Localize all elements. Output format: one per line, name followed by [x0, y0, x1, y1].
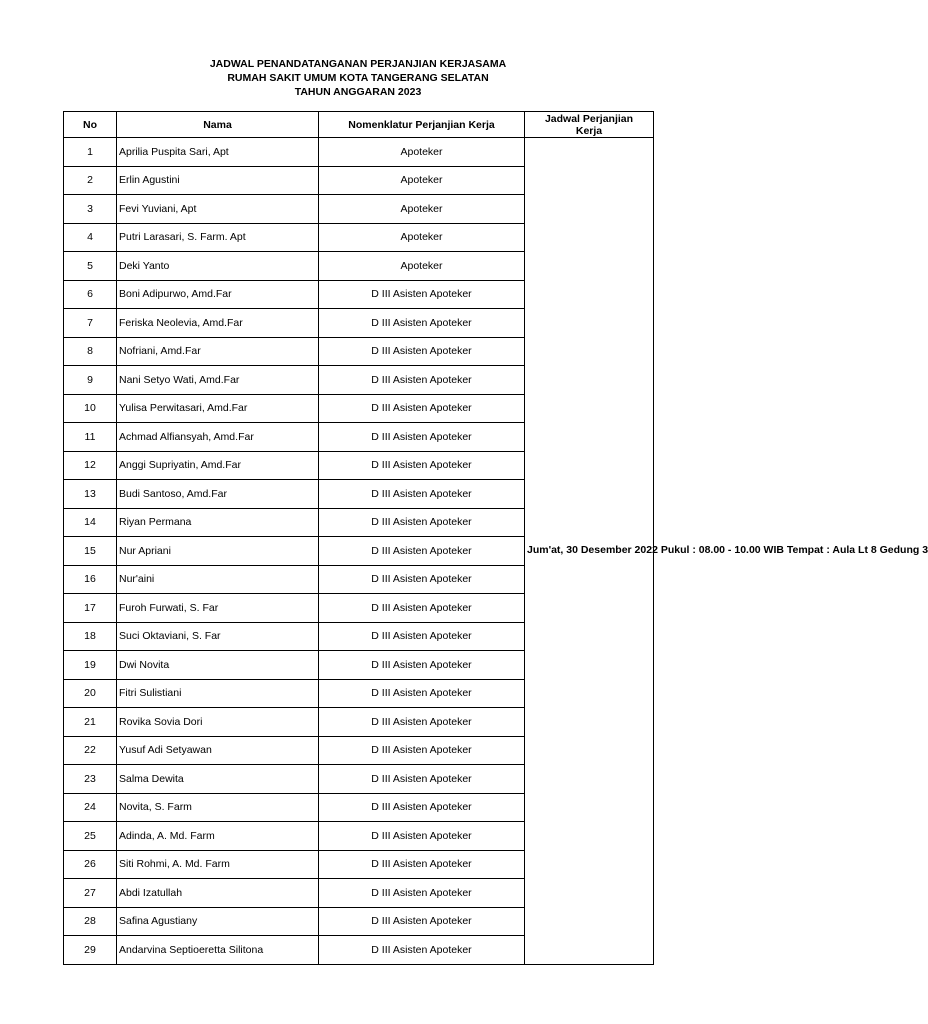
cell-nomenklatur: D III Asisten Apoteker — [319, 337, 525, 366]
cell-nomenklatur: D III Asisten Apoteker — [319, 651, 525, 680]
schedule-table — [63, 111, 928, 965]
cell-no: 29 — [64, 936, 117, 965]
cell-nama: Yusuf Adi Setyawan — [117, 736, 319, 765]
cell-nomenklatur: D III Asisten Apoteker — [319, 765, 525, 794]
cell-nomenklatur: D III Asisten Apoteker — [319, 537, 525, 566]
cell-nomenklatur: D III Asisten Apoteker — [319, 708, 525, 737]
cell-nomenklatur: D III Asisten Apoteker — [319, 936, 525, 965]
cell-nama: Furoh Furwati, S. Far — [117, 594, 319, 623]
cell-no: 1 — [64, 138, 117, 167]
cell-nama: Erlin Agustini — [117, 166, 319, 195]
cell-nama: Boni Adipurwo, Amd.Far — [117, 280, 319, 309]
header-nama: Nama — [117, 112, 319, 138]
cell-nomenklatur: D III Asisten Apoteker — [319, 879, 525, 908]
cell-no: 28 — [64, 907, 117, 936]
title-line-1: JADWAL PENANDATANGANAN PERJANJIAN KERJASAMA — [209, 58, 507, 70]
cell-nomenklatur: D III Asisten Apoteker — [319, 480, 525, 509]
cell-nama: Achmad Alfiansyah, Amd.Far — [117, 423, 319, 452]
cell-nomenklatur: D III Asisten Apoteker — [319, 508, 525, 537]
cell-jadwal-schedule — [525, 138, 928, 965]
cell-nomenklatur: D III Asisten Apoteker — [319, 451, 525, 480]
cell-nama: Abdi Izatullah — [117, 879, 319, 908]
header-nomenklatur: Nomenklatur Perjanjian Kerja — [319, 112, 525, 138]
cell-nomenklatur: D III Asisten Apoteker — [319, 736, 525, 765]
cell-nomenklatur: D III Asisten Apoteker — [319, 309, 525, 338]
cell-no: 6 — [64, 280, 117, 309]
cell-nama: Budi Santoso, Amd.Far — [117, 480, 319, 509]
cell-nomenklatur: D III Asisten Apoteker — [319, 679, 525, 708]
cell-nama: Putri Larasari, S. Farm. Apt — [117, 223, 319, 252]
cell-no: 11 — [64, 423, 117, 452]
cell-nama: Riyan Permana — [117, 508, 319, 537]
cell-no: 25 — [64, 822, 117, 851]
cell-nama: Nur Apriani — [117, 537, 319, 566]
cell-nomenklatur: D III Asisten Apoteker — [319, 793, 525, 822]
cell-nomenklatur: Apoteker — [319, 166, 525, 195]
cell-no: 10 — [64, 394, 117, 423]
cell-no: 17 — [64, 594, 117, 623]
cell-nama: Adinda, A. Md. Farm — [117, 822, 319, 851]
title-line-3: TAHUN ANGGARAN 2023 — [294, 86, 422, 98]
cell-nomenklatur: Apoteker — [319, 252, 525, 281]
cell-no: 13 — [64, 480, 117, 509]
cell-nomenklatur: D III Asisten Apoteker — [319, 423, 525, 452]
cell-no: 21 — [64, 708, 117, 737]
cell-nomenklatur: Apoteker — [319, 223, 525, 252]
cell-nomenklatur: Apoteker — [319, 195, 525, 224]
cell-no: 20 — [64, 679, 117, 708]
cell-nama: Fitri Sulistiani — [117, 679, 319, 708]
cell-nama: Nani Setyo Wati, Amd.Far — [117, 366, 319, 395]
cell-no: 24 — [64, 793, 117, 822]
cell-no: 2 — [64, 166, 117, 195]
title-line-2: RUMAH SAKIT UMUM KOTA TANGERANG SELATAN — [227, 72, 489, 84]
cell-nomenklatur: D III Asisten Apoteker — [319, 565, 525, 594]
document-header — [0, 57, 716, 99]
cell-no: 14 — [64, 508, 117, 537]
cell-no: 15 — [64, 537, 117, 566]
cell-nomenklatur: D III Asisten Apoteker — [319, 850, 525, 879]
cell-nama: Nur'aini — [117, 565, 319, 594]
cell-nama: Anggi Supriyatin, Amd.Far — [117, 451, 319, 480]
table-row — [64, 138, 654, 167]
cell-nama: Suci Oktaviani, S. Far — [117, 622, 319, 651]
cell-nomenklatur: D III Asisten Apoteker — [319, 907, 525, 936]
cell-nomenklatur: D III Asisten Apoteker — [319, 280, 525, 309]
cell-nama: Salma Dewita — [117, 765, 319, 794]
cell-nama: Safina Agustiany — [117, 907, 319, 936]
cell-no: 3 — [64, 195, 117, 224]
cell-nama: Aprilia Puspita Sari, Apt — [117, 138, 319, 167]
cell-no: 19 — [64, 651, 117, 680]
cell-no: 5 — [64, 252, 117, 281]
cell-nomenklatur: D III Asisten Apoteker — [319, 594, 525, 623]
table-header-row — [64, 112, 654, 138]
cell-nama: Yulisa Perwitasari, Amd.Far — [117, 394, 319, 423]
cell-no: 12 — [64, 451, 117, 480]
cell-nomenklatur: D III Asisten Apoteker — [319, 366, 525, 395]
cell-no: 7 — [64, 309, 117, 338]
cell-nomenklatur: D III Asisten Apoteker — [319, 394, 525, 423]
cell-no: 9 — [64, 366, 117, 395]
header-jadwal: Jadwal Perjanjian Kerja — [525, 112, 654, 138]
table-body — [64, 138, 928, 965]
cell-no: 27 — [64, 879, 117, 908]
cell-no: 23 — [64, 765, 117, 794]
schedule-text: Jum'at, 30 Desember 2022 Pukul : 08.00 - 10.00 WIB Tempat : Aula Lt 8 Gedung 3 — [527, 544, 928, 557]
cell-nama: Siti Rohmi, A. Md. Farm — [117, 850, 319, 879]
cell-no: 18 — [64, 622, 117, 651]
cell-nomenklatur: D III Asisten Apoteker — [319, 622, 525, 651]
cell-nama: Fevi Yuviani, Apt — [117, 195, 319, 224]
cell-no: 4 — [64, 223, 117, 252]
cell-nama: Feriska Neolevia, Amd.Far — [117, 309, 319, 338]
cell-no: 26 — [64, 850, 117, 879]
cell-nama: Dwi Novita — [117, 651, 319, 680]
cell-nama: Nofriani, Amd.Far — [117, 337, 319, 366]
cell-nama: Deki Yanto — [117, 252, 319, 281]
cell-no: 16 — [64, 565, 117, 594]
cell-nama: Rovika Sovia Dori — [117, 708, 319, 737]
cell-nomenklatur: D III Asisten Apoteker — [319, 822, 525, 851]
cell-nama: Novita, S. Farm — [117, 793, 319, 822]
cell-nomenklatur: Apoteker — [319, 138, 525, 167]
cell-no: 8 — [64, 337, 117, 366]
cell-nama: Andarvina Septioeretta Silitona — [117, 936, 319, 965]
header-no: No — [64, 112, 117, 138]
cell-no: 22 — [64, 736, 117, 765]
